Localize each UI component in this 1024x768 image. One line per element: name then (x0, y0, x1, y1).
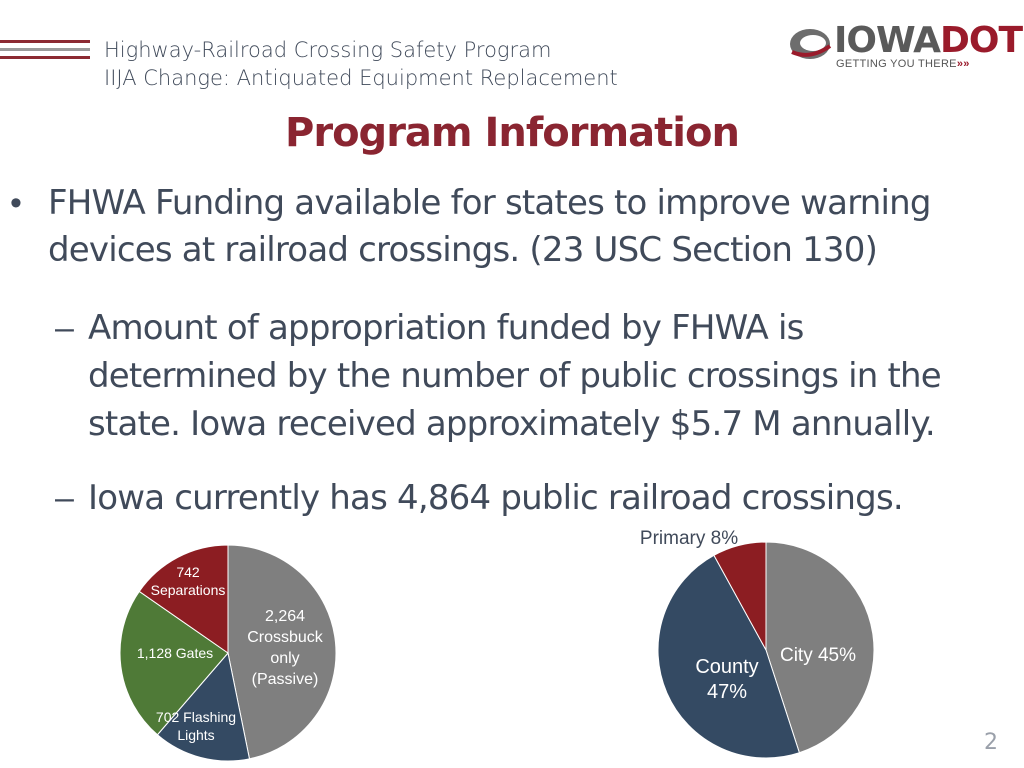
pie-label-separations: 742 Separations (150, 564, 226, 598)
logo-tagline (836, 58, 970, 70)
subtitle-line-2: IIJA Change: Antiquated Equipment Replacement (104, 66, 618, 90)
bullet-mark: • (10, 184, 22, 222)
logo-chevrons: »» (956, 58, 970, 70)
logo-word-iowa: IOWA (834, 20, 940, 61)
sub-bullet-1: Amount of appropriation funded by FHWA is determined by the number of public crossings in the state. Iowa received approximately $5.7 M annually. (88, 308, 941, 444)
pie-label-city: City 45% (779, 645, 857, 666)
sub-bullet-mark-2: – (55, 479, 74, 517)
subtitle-line-1: Highway-Railroad Crossing Safety Program (104, 38, 552, 62)
logo-wordmark (834, 20, 1022, 61)
sub-bullet-2: Iowa currently has 4,864 public railroad crossings. (88, 478, 903, 518)
logo-swoosh-icon (788, 24, 834, 64)
bullet-main: FHWA Funding available for states to improve warning devices at railroad crossings. (23 USC Section 130) (48, 183, 931, 270)
slide-subtitle (104, 36, 618, 92)
page-title: Program Information (285, 110, 739, 156)
iowa-dot-logo (788, 20, 1022, 76)
page-number: 2 (984, 730, 998, 755)
sub-bullet-mark-1: – (55, 309, 74, 347)
pie-label-gates: 1,128 Gates (136, 645, 214, 661)
crossing-types-pie-chart (108, 538, 348, 768)
pie-label-primary: Primary 8% (639, 528, 739, 549)
pie-label-flashing-lights: 702 Flashing Lights (155, 709, 237, 743)
jurisdiction-pie-chart (630, 522, 890, 762)
header-decoration-lines (0, 40, 90, 64)
logo-tagline-text: GETTING YOU THERE (836, 58, 957, 70)
logo-word-dot: DOT (939, 20, 1022, 61)
pie-label-crossbuck-only-passive: 2,264 Crossbuck only (Passive) (247, 608, 323, 688)
pie-label-county: County 47% (695, 656, 759, 703)
